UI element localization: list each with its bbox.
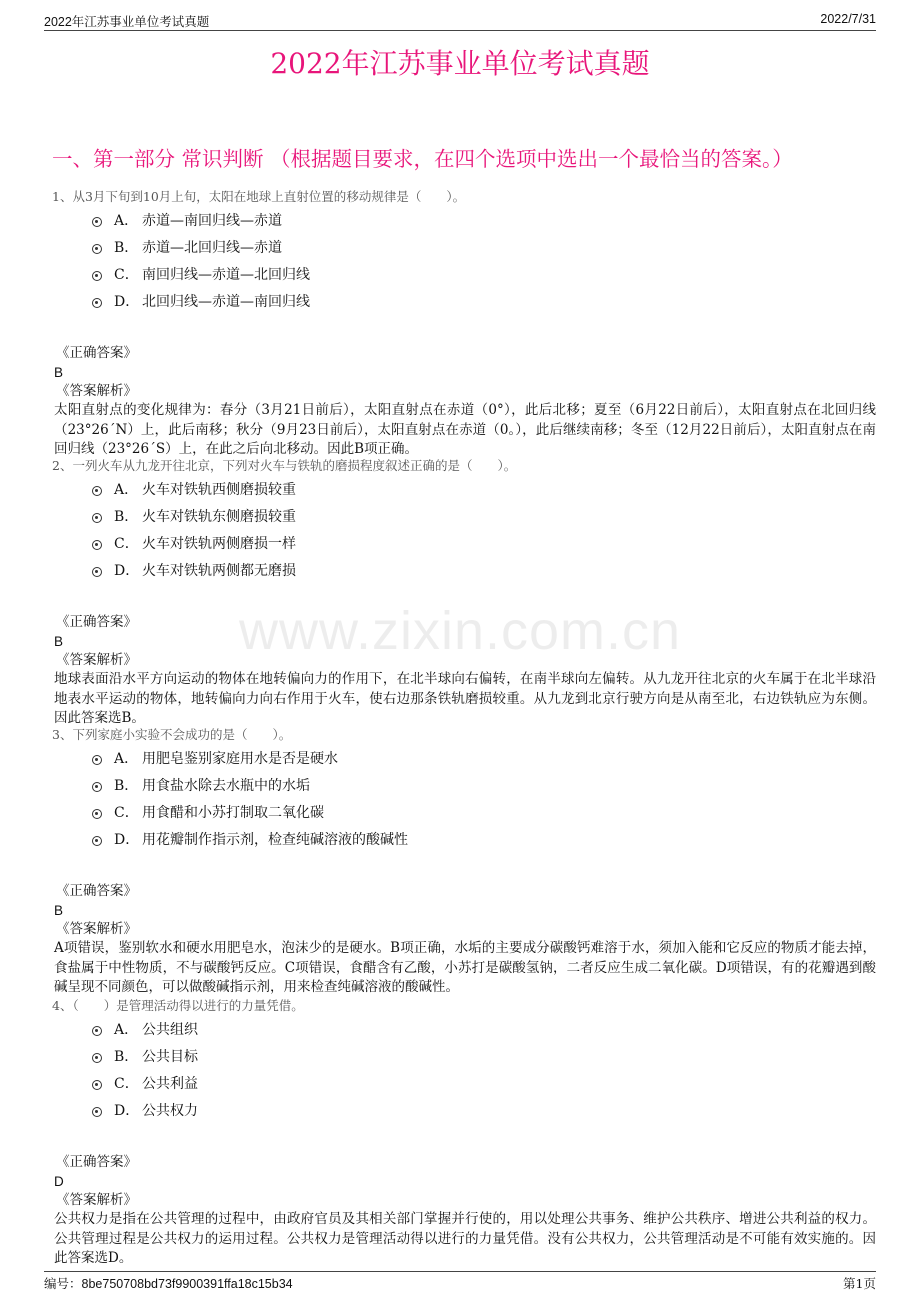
option-letter: B．	[114, 240, 139, 256]
radio-icon[interactable]	[92, 271, 102, 281]
radio-icon[interactable]	[92, 486, 102, 496]
radio-icon[interactable]	[92, 1053, 102, 1063]
radio-icon[interactable]	[92, 809, 102, 819]
option-a[interactable]	[92, 208, 876, 235]
question-2	[52, 455, 876, 729]
option-letter: B．	[114, 1049, 139, 1065]
question-3	[52, 724, 876, 998]
answer-value: B	[54, 903, 64, 918]
option-b[interactable]	[92, 1044, 876, 1071]
option-c[interactable]	[92, 1071, 876, 1098]
question-stem: 4、（ ）是管理活动得以进行的力量凭借。	[52, 998, 304, 1013]
option-letter: A．	[114, 751, 139, 767]
radio-icon[interactable]	[92, 567, 102, 577]
option-a[interactable]	[92, 1017, 876, 1044]
option-d[interactable]	[92, 558, 876, 585]
option-letter: A．	[114, 213, 139, 229]
option-text: 火车对铁轨西侧磨损较重	[142, 482, 296, 498]
answer-label: 《正确答案》	[56, 883, 137, 899]
option-d[interactable]	[92, 1098, 876, 1125]
explanation-label: 《答案解析》	[56, 652, 137, 668]
section-heading: 一、第一部分 常识判断 （根据题目要求，在四个选项中选出一个最恰当的答案。）	[52, 147, 793, 171]
option-text: 公共组织	[142, 1022, 198, 1038]
explanation-label: 《答案解析》	[56, 1192, 137, 1208]
document-title: 2022年江苏事业单位考试真题	[270, 47, 650, 80]
option-text: 公共权力	[142, 1103, 198, 1119]
radio-icon[interactable]	[92, 1026, 102, 1036]
option-text: 赤道—南回归线—赤道	[142, 213, 282, 229]
explanation-label: 《答案解析》	[56, 921, 137, 937]
explanation-text: 公共权力是指在公共管理的过程中，由政府官员及其相关部门掌握并行使的，用以处理公共事务、维护公共秩序、增进公共利益的权力。公共管理过程是公共权力的运用过程。公共权力是管理活动得以进行的力量凭借。没有公共权力，公共管理活动是不可能有效实施的。因此答案选D。	[54, 1211, 876, 1266]
explanation-label: 《答案解析》	[56, 383, 137, 399]
option-text: 公共目标	[142, 1049, 198, 1065]
option-b[interactable]	[92, 773, 876, 800]
page-number: 第1页	[843, 1276, 876, 1291]
option-text: 火车对铁轨两侧磨损一样	[142, 536, 296, 552]
option-text: 公共利益	[142, 1076, 198, 1092]
answer-label: 《正确答案》	[56, 345, 137, 361]
radio-icon[interactable]	[92, 1107, 102, 1117]
page-footer	[44, 1271, 876, 1292]
footer-code-label: 编号：	[44, 1276, 82, 1291]
watermark: www.zixin.com.cn	[238, 601, 682, 661]
option-letter: C．	[114, 267, 139, 283]
radio-icon[interactable]	[92, 244, 102, 254]
option-text: 用食醋和小苏打制取二氧化碳	[142, 805, 324, 821]
option-a[interactable]	[92, 746, 876, 773]
option-d[interactable]	[92, 827, 876, 854]
option-letter: D．	[114, 294, 140, 310]
radio-icon[interactable]	[92, 836, 102, 846]
option-text: 北回归线—赤道—南回归线	[142, 294, 310, 310]
option-letter: D．	[114, 832, 140, 848]
option-letter: A．	[114, 1022, 139, 1038]
radio-icon[interactable]	[92, 755, 102, 765]
answer-label: 《正确答案》	[56, 1154, 137, 1170]
option-b[interactable]	[92, 235, 876, 262]
answer-value: B	[54, 634, 64, 649]
question-stem: 3、下列家庭小实验不会成功的是（ ）。	[52, 727, 292, 742]
explanation-text: 太阳直射点的变化规律为：春分（3月21日前后），太阳直射点在赤道（0°），此后北移；夏至（6月22日前后），太阳直射点在北回归线（23°26´N）上，此后南移；秋分（9月23日前后），太阳直射点在赤道（0。），此后继续南移；冬至（12月22日前后），太阳直射点在南回归线（23°26´S）上，在此之后向北移动。因此B项正确。	[54, 402, 876, 457]
option-letter: C．	[114, 1076, 139, 1092]
answer-value: B	[54, 365, 64, 380]
option-text: 赤道—北回归线—赤道	[142, 240, 282, 256]
option-letter: B．	[114, 778, 139, 794]
option-d[interactable]	[92, 289, 876, 316]
answer-label: 《正确答案》	[56, 614, 137, 630]
option-text: 用花瓣制作指示剂，检查纯碱溶液的酸碱性	[142, 832, 408, 848]
explanation-text: A项错误，鉴别软水和硬水用肥皂水，泡沫少的是硬水。B项正确，水垢的主要成分碳酸钙难溶于水，须加入能和它反应的物质才能去掉，食盐属于中性物质，不与碳酸钙反应。C项错误，食醋含有乙酸，小苏打是碳酸氢钠，二者反应生成二氧化碳。D项错误，有的花瓣遇到酸碱呈现不同颜色，可以做酸碱指示剂，用来检查纯碱溶液的酸碱性。	[54, 940, 876, 995]
option-letter: C．	[114, 536, 139, 552]
option-letter: D．	[114, 563, 140, 579]
radio-icon[interactable]	[92, 782, 102, 792]
option-b[interactable]	[92, 504, 876, 531]
question-stem: 1、从3月下旬到10月上旬，太阳在地球上直射位置的移动规律是（ ）。	[52, 189, 466, 204]
option-text: 用肥皂鉴别家庭用水是否是硬水	[142, 751, 338, 767]
question-stem: 2、一列火车从九龙开往北京，下列对火车与铁轨的磨损程度叙述正确的是（ ）。	[52, 458, 517, 473]
option-text: 火车对铁轨东侧磨损较重	[142, 509, 296, 525]
option-text: 用食盐水除去水瓶中的水垢	[142, 778, 310, 794]
header-doc-title: 2022年江苏事业单位考试真题	[44, 15, 210, 29]
option-text: 南回归线—赤道—北回归线	[142, 267, 310, 283]
option-letter: A．	[114, 482, 139, 498]
radio-icon[interactable]	[92, 298, 102, 308]
page-header	[44, 8, 876, 31]
radio-icon[interactable]	[92, 540, 102, 550]
answer-value: D	[54, 1174, 64, 1189]
option-c[interactable]	[92, 531, 876, 558]
option-c[interactable]	[92, 800, 876, 827]
question-1	[52, 186, 876, 460]
footer-code-value: 8be750708bd73f9900391ffa18c15b34	[81, 1277, 293, 1291]
option-a[interactable]	[92, 477, 876, 504]
option-letter: C．	[114, 805, 139, 821]
header-date: 2022/7/31	[820, 12, 876, 26]
option-text: 火车对铁轨两侧都无磨损	[142, 563, 296, 579]
option-letter: D．	[114, 1103, 140, 1119]
radio-icon[interactable]	[92, 1080, 102, 1090]
option-letter: B．	[114, 509, 139, 525]
radio-icon[interactable]	[92, 217, 102, 227]
question-4	[52, 995, 876, 1269]
footer-code	[44, 1274, 293, 1292]
option-c[interactable]	[92, 262, 876, 289]
radio-icon[interactable]	[92, 513, 102, 523]
explanation-text: 地球表面沿水平方向运动的物体在地转偏向力的作用下，在北半球向右偏转，在南半球向左偏转。从九龙开往北京的火车属于在北半球沿地表水平运动的物体，地转偏向力向右作用于火车，使右边那条铁轨磨损较重。从九龙到北京行驶方向是从南至北，右边铁轨应为东侧。因此答案选B。	[54, 671, 876, 726]
